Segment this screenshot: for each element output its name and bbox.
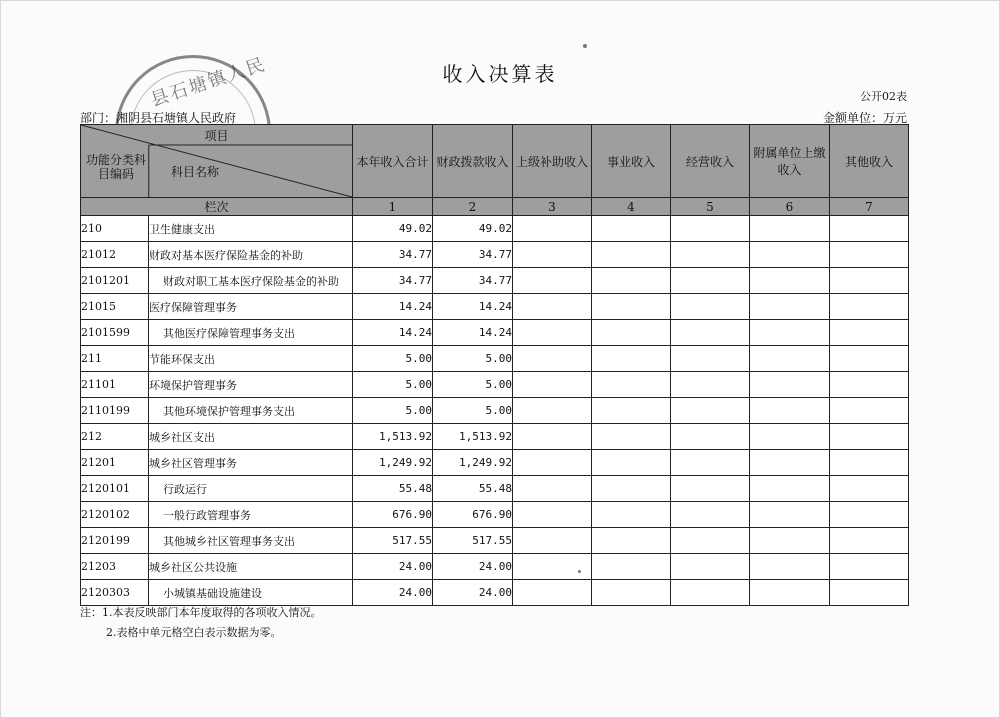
empty-cell	[592, 294, 671, 320]
empty-cell	[513, 502, 592, 528]
page-title: 收入决算表	[442, 62, 558, 86]
func-code: 21201	[81, 450, 149, 476]
func-code: 2120102	[81, 502, 149, 528]
empty-cell	[830, 242, 909, 268]
empty-cell	[671, 320, 750, 346]
empty-cell	[513, 424, 592, 450]
total-income: 14.24	[353, 320, 433, 346]
table-row	[81, 502, 909, 528]
col-number: 2	[433, 198, 513, 216]
empty-cell	[671, 268, 750, 294]
total-income: 49.02	[353, 216, 433, 242]
fiscal-income: 24.00	[433, 580, 513, 606]
func-code: 2120199	[81, 528, 149, 554]
subject-name: 节能环保支出	[149, 346, 353, 372]
total-income: 55.48	[353, 476, 433, 502]
header-col-business: 事业收入	[592, 125, 671, 198]
header-col-superior: 上级补助收入	[513, 125, 592, 198]
empty-cell	[592, 320, 671, 346]
empty-cell	[830, 580, 909, 606]
empty-cell	[830, 268, 909, 294]
empty-cell	[750, 554, 830, 580]
func-code: 21101	[81, 372, 149, 398]
empty-cell	[671, 476, 750, 502]
empty-cell	[750, 450, 830, 476]
empty-cell	[592, 424, 671, 450]
amount-unit-label: 金额单位：万元	[822, 111, 907, 125]
fiscal-income: 1,513.92	[433, 424, 513, 450]
empty-cell	[592, 346, 671, 372]
subject-name: 城乡社区支出	[149, 424, 353, 450]
subject-name: 其他医疗保障管理事务支出	[149, 320, 353, 346]
func-code: 2101599	[81, 320, 149, 346]
table-row	[81, 398, 909, 424]
empty-cell	[830, 294, 909, 320]
total-income: 5.00	[353, 398, 433, 424]
empty-cell	[671, 242, 750, 268]
table-row	[81, 528, 909, 554]
empty-cell	[750, 476, 830, 502]
empty-cell	[671, 346, 750, 372]
header-col-affiliated: 附属单位上缴收入	[750, 125, 830, 198]
empty-cell	[750, 502, 830, 528]
total-income: 517.55	[353, 528, 433, 554]
col-number: 4	[592, 198, 671, 216]
table-row	[81, 268, 909, 294]
table-row	[81, 476, 909, 502]
total-income: 676.90	[353, 502, 433, 528]
subject-name: 其他环境保护管理事务支出	[149, 398, 353, 424]
header-col-fiscal: 财政拨款收入	[433, 125, 513, 198]
empty-cell	[750, 580, 830, 606]
official-seal-text: 县石塘镇人民	[148, 53, 269, 111]
fiscal-income: 24.00	[433, 554, 513, 580]
fiscal-income: 14.24	[433, 320, 513, 346]
empty-cell	[671, 372, 750, 398]
fiscal-income: 5.00	[433, 398, 513, 424]
subject-name: 一般行政管理事务	[149, 502, 353, 528]
empty-cell	[513, 528, 592, 554]
empty-cell	[671, 294, 750, 320]
empty-cell	[592, 476, 671, 502]
empty-cell	[513, 398, 592, 424]
total-income: 34.77	[353, 242, 433, 268]
empty-cell	[750, 528, 830, 554]
empty-cell	[830, 502, 909, 528]
func-code: 2101201	[81, 268, 149, 294]
header-subject-name-label: 科目名称	[171, 165, 220, 179]
total-income: 24.00	[353, 580, 433, 606]
subject-name: 财政对基本医疗保险基金的补助	[149, 242, 353, 268]
footnote-2: 2.表格中单元格空白表示数据为零。	[106, 626, 282, 639]
empty-cell	[513, 450, 592, 476]
empty-cell	[592, 528, 671, 554]
col-number: 5	[671, 198, 750, 216]
table-row	[81, 424, 909, 450]
func-code: 2110199	[81, 398, 149, 424]
empty-cell	[750, 372, 830, 398]
fiscal-income: 34.77	[433, 242, 513, 268]
empty-cell	[750, 294, 830, 320]
subject-name: 其他城乡社区管理事务支出	[149, 528, 353, 554]
empty-cell	[513, 476, 592, 502]
empty-cell	[671, 398, 750, 424]
department-label: 部门：湘阴县石塘镇人民政府	[80, 111, 237, 125]
empty-cell	[750, 268, 830, 294]
table-row	[81, 554, 909, 580]
empty-cell	[671, 424, 750, 450]
empty-cell	[513, 268, 592, 294]
empty-cell	[671, 554, 750, 580]
header-item-cell	[81, 125, 353, 198]
income-table	[80, 124, 909, 606]
form-number: 公开02表	[860, 90, 907, 103]
table-row	[81, 450, 909, 476]
func-code: 2120101	[81, 476, 149, 502]
empty-cell	[830, 346, 909, 372]
empty-cell	[592, 554, 671, 580]
empty-cell	[592, 450, 671, 476]
fiscal-income: 34.77	[433, 268, 513, 294]
table-row	[81, 580, 909, 606]
empty-cell	[750, 346, 830, 372]
empty-cell	[513, 554, 592, 580]
func-code: 21015	[81, 294, 149, 320]
empty-cell	[592, 242, 671, 268]
func-code: 212	[81, 424, 149, 450]
empty-cell	[592, 268, 671, 294]
subject-name: 行政运行	[149, 476, 353, 502]
func-code: 2120303	[81, 580, 149, 606]
empty-cell	[592, 216, 671, 242]
empty-cell	[830, 476, 909, 502]
empty-cell	[513, 294, 592, 320]
scan-speck	[578, 570, 581, 573]
col-number: 6	[750, 198, 830, 216]
func-code: 210	[81, 216, 149, 242]
subject-name: 城乡社区管理事务	[149, 450, 353, 476]
footnote-1: 注：1.本表反映部门本年度取得的各项收入情况。	[80, 606, 322, 619]
table-row	[81, 372, 909, 398]
empty-cell	[513, 580, 592, 606]
empty-cell	[513, 320, 592, 346]
col-number: 3	[513, 198, 592, 216]
empty-cell	[750, 242, 830, 268]
empty-cell	[592, 398, 671, 424]
empty-cell	[830, 216, 909, 242]
func-code: 21203	[81, 554, 149, 580]
total-income: 1,513.92	[353, 424, 433, 450]
empty-cell	[513, 372, 592, 398]
empty-cell	[830, 372, 909, 398]
empty-cell	[750, 320, 830, 346]
table-row	[81, 346, 909, 372]
total-income: 1,249.92	[353, 450, 433, 476]
empty-cell	[671, 580, 750, 606]
scan-speck	[583, 44, 587, 48]
empty-cell	[671, 450, 750, 476]
subject-name: 卫生健康支出	[149, 216, 353, 242]
header-col-total: 本年收入合计	[353, 125, 433, 198]
table-row	[81, 294, 909, 320]
header-col-other: 其他收入	[830, 125, 909, 198]
subject-name: 小城镇基础设施建设	[149, 580, 353, 606]
empty-cell	[750, 398, 830, 424]
subject-name: 财政对职工基本医疗保险基金的补助	[149, 268, 353, 294]
header-row	[81, 125, 909, 198]
subject-name: 环境保护管理事务	[149, 372, 353, 398]
empty-cell	[830, 424, 909, 450]
empty-cell	[513, 346, 592, 372]
subject-name: 医疗保障管理事务	[149, 294, 353, 320]
total-income: 5.00	[353, 346, 433, 372]
column-number-row	[81, 198, 909, 216]
footnotes	[80, 603, 322, 643]
func-code: 211	[81, 346, 149, 372]
fiscal-income: 14.24	[433, 294, 513, 320]
fiscal-income: 55.48	[433, 476, 513, 502]
lanci-label: 栏次	[81, 198, 353, 216]
fiscal-income: 1,249.92	[433, 450, 513, 476]
total-income: 24.00	[353, 554, 433, 580]
table-row	[81, 242, 909, 268]
func-code: 21012	[81, 242, 149, 268]
fiscal-income: 49.02	[433, 216, 513, 242]
empty-cell	[830, 528, 909, 554]
header-func-code-label: 功能分类科目编码	[85, 153, 146, 181]
fiscal-income: 5.00	[433, 346, 513, 372]
total-income: 34.77	[353, 268, 433, 294]
empty-cell	[750, 216, 830, 242]
empty-cell	[592, 502, 671, 528]
subject-name: 城乡社区公共设施	[149, 554, 353, 580]
fiscal-income: 5.00	[433, 372, 513, 398]
col-number: 1	[353, 198, 433, 216]
table-row	[81, 216, 909, 242]
empty-cell	[750, 424, 830, 450]
empty-cell	[830, 450, 909, 476]
total-income: 5.00	[353, 372, 433, 398]
empty-cell	[513, 242, 592, 268]
empty-cell	[830, 554, 909, 580]
empty-cell	[513, 216, 592, 242]
fiscal-income: 517.55	[433, 528, 513, 554]
empty-cell	[671, 528, 750, 554]
fiscal-income: 676.90	[433, 502, 513, 528]
col-number: 7	[830, 198, 909, 216]
header-col-operating: 经营收入	[671, 125, 750, 198]
empty-cell	[671, 216, 750, 242]
table-row	[81, 320, 909, 346]
empty-cell	[592, 580, 671, 606]
empty-cell	[592, 372, 671, 398]
header-item-label: 项目	[204, 129, 229, 143]
empty-cell	[830, 320, 909, 346]
empty-cell	[830, 398, 909, 424]
empty-cell	[671, 502, 750, 528]
total-income: 14.24	[353, 294, 433, 320]
